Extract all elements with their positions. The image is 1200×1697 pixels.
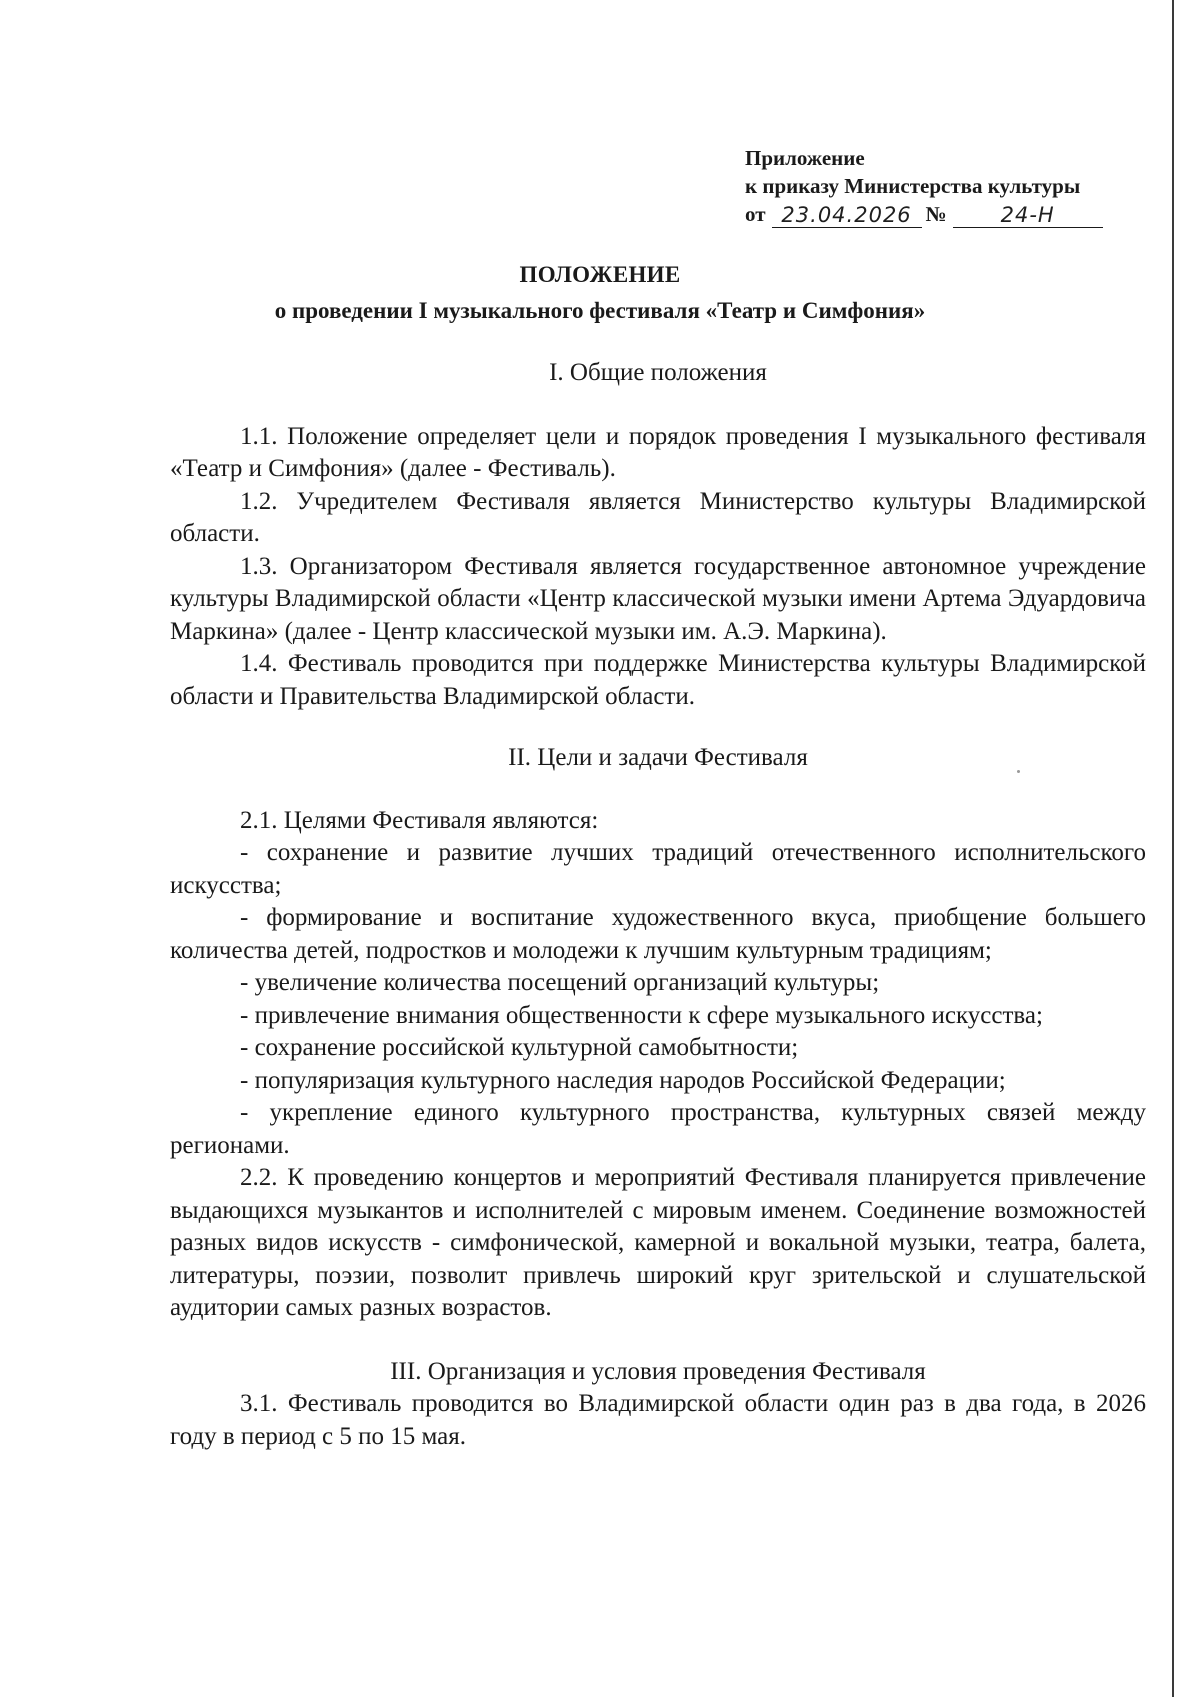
paragraph-2-1: 2.1. Целями Фестиваля являются:: [240, 806, 599, 834]
scan-edge-line: [1172, 0, 1174, 1697]
section-heading-general: I. Общие положения: [549, 359, 767, 386]
order-number-sign: №: [925, 202, 947, 226]
goal-item: - укрепление единого культурного пространства, культурных связей между регионами.: [170, 1099, 1146, 1159]
appendix-label: Приложение: [745, 146, 865, 170]
paragraph-3-1: 3.1. Фестиваль проводится во Владимирской области один раз в два года, в 2026 году в период с 5 по 15 мая.: [170, 1390, 1146, 1450]
paragraph-2-2: 2.2. К проведению концертов и мероприятий Фестиваля планируется привлечение выдающихся музыкантов и исполнителей с мировым именем. Соединение возможностей разных видов искусств - симфонической, камерной и вокальной музыки, театра, балета, литературы, поэзии, позволит привлечь широкий круг зрительской и слушательской аудитории самых разных возрастов.: [170, 1164, 1146, 1321]
paragraph-1-1: 1.1. Положение определяет цели и порядок проведения I музыкального фестиваля «Театр и Симфония» (далее - Фестиваль).: [170, 422, 1146, 482]
goal-item: - привлечение внимания общественности к сфере музыкального искусства;: [240, 1001, 1043, 1029]
appendix-order-reference: к приказу Министерства культуры: [745, 174, 1081, 198]
goal-item: - формирование и воспитание художественного вкуса, приобщение большего количества детей, подростков и молодежи к лучшим культурным традициям;: [170, 904, 1146, 964]
goal-item: - сохранение российской культурной самобытности;: [240, 1034, 799, 1061]
order-from-label: от: [745, 202, 766, 226]
order-date-handwritten: 23.04.2026: [772, 203, 922, 228]
goal-item: - популяризация культурного наследия народов Российской Федерации;: [240, 1066, 1006, 1094]
order-date-number-line: [745, 200, 1165, 228]
goal-item: - сохранение и развитие лучших традиций отечественного исполнительского искусства;: [170, 839, 1146, 899]
order-number-handwritten: 24-Н: [953, 203, 1103, 228]
document-title: ПОЛОЖЕНИЕ: [519, 262, 681, 287]
section-heading-goals: II. Цели и задачи Фестиваля: [508, 744, 808, 771]
document-subtitle: о проведении I музыкального фестиваля «Театр и Симфония»: [274, 298, 926, 323]
paragraph-1-3: 1.3. Организатором Фестиваля является государственное автономное учреждение культуры Владимирской области «Центр классической музыки имени Артема Эдуардовича Маркина» (далее - Центр классической музыки им. А.Э. Маркина).: [170, 552, 1146, 645]
appendix-header: [745, 144, 1165, 228]
paragraph-1-2: 1.2. Учредителем Фестиваля является Министерство культуры Владимирской области.: [170, 487, 1146, 547]
document-body: [170, 357, 1146, 1453]
goal-item: - увеличение количества посещений организаций культуры;: [240, 969, 880, 996]
paragraph-1-4: 1.4. Фестиваль проводится при поддержке Министерства культуры Владимирской области и Правительства Владимирской области.: [170, 650, 1146, 710]
section-heading-organization: III. Организация и условия проведения Фестиваля: [390, 1357, 926, 1385]
